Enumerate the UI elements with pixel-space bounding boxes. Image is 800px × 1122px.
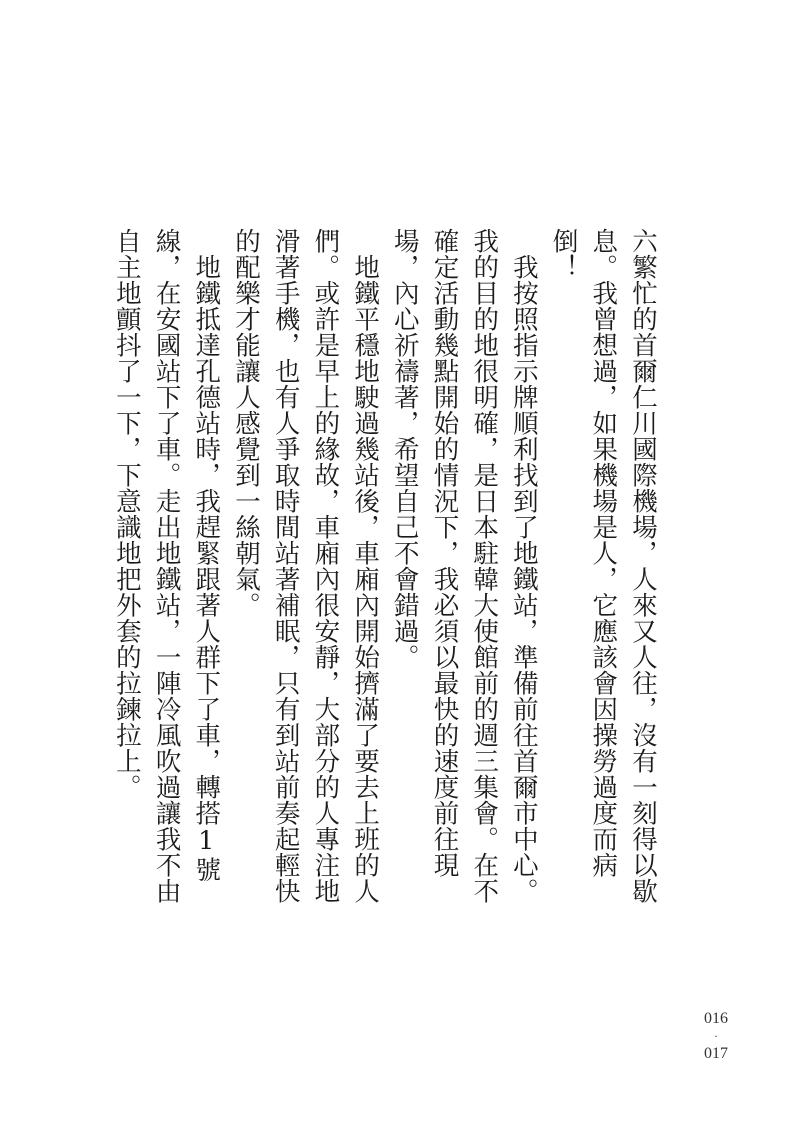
paragraph-4: 地鐵抵達孔德站時，我趕緊跟著人群下了車，轉搭1號線，在安國站下了車。走出地鐵站，一陣冷風吹過讓我不由自主地顫抖了一下，下意識地把外套的拉鍊拉上。 [111, 228, 222, 904]
page-number-separator: · [714, 1029, 718, 1043]
right-page-number: 017 [704, 1045, 728, 1062]
page-numbers [668, 1008, 728, 1064]
vertical-body-text [111, 228, 662, 908]
paragraph-3: 地鐵平穩地駛過幾站後，車廂內開始擠滿了要去上班的人們。或許是早上的緣故，車廂內很安靜，大部分的人專注地滑著手機，也有人爭取時間站著補眠，只有到站前奏起輕快的配樂才能讓人感覺到一絲朝氣。 [230, 228, 381, 904]
paragraph-1: 六繁忙的首爾仁川國際機場，人來又人往，沒有一刻得以歇息。我曾想過，如果機場是人，它應該會因操勞過度而病倒！ [548, 228, 658, 904]
left-page-number: 016 [704, 1010, 728, 1027]
paragraph-2: 我按照指示牌順利找到了地鐵站，準備前往首爾市中心。我的目的地很明確，是日本駐韓大使館前的週三集會。在不確定活動幾點開始的情況下，我必須以最快的速度前往現場，內心祈禱著，希望自己不會錯過。 [389, 228, 539, 904]
